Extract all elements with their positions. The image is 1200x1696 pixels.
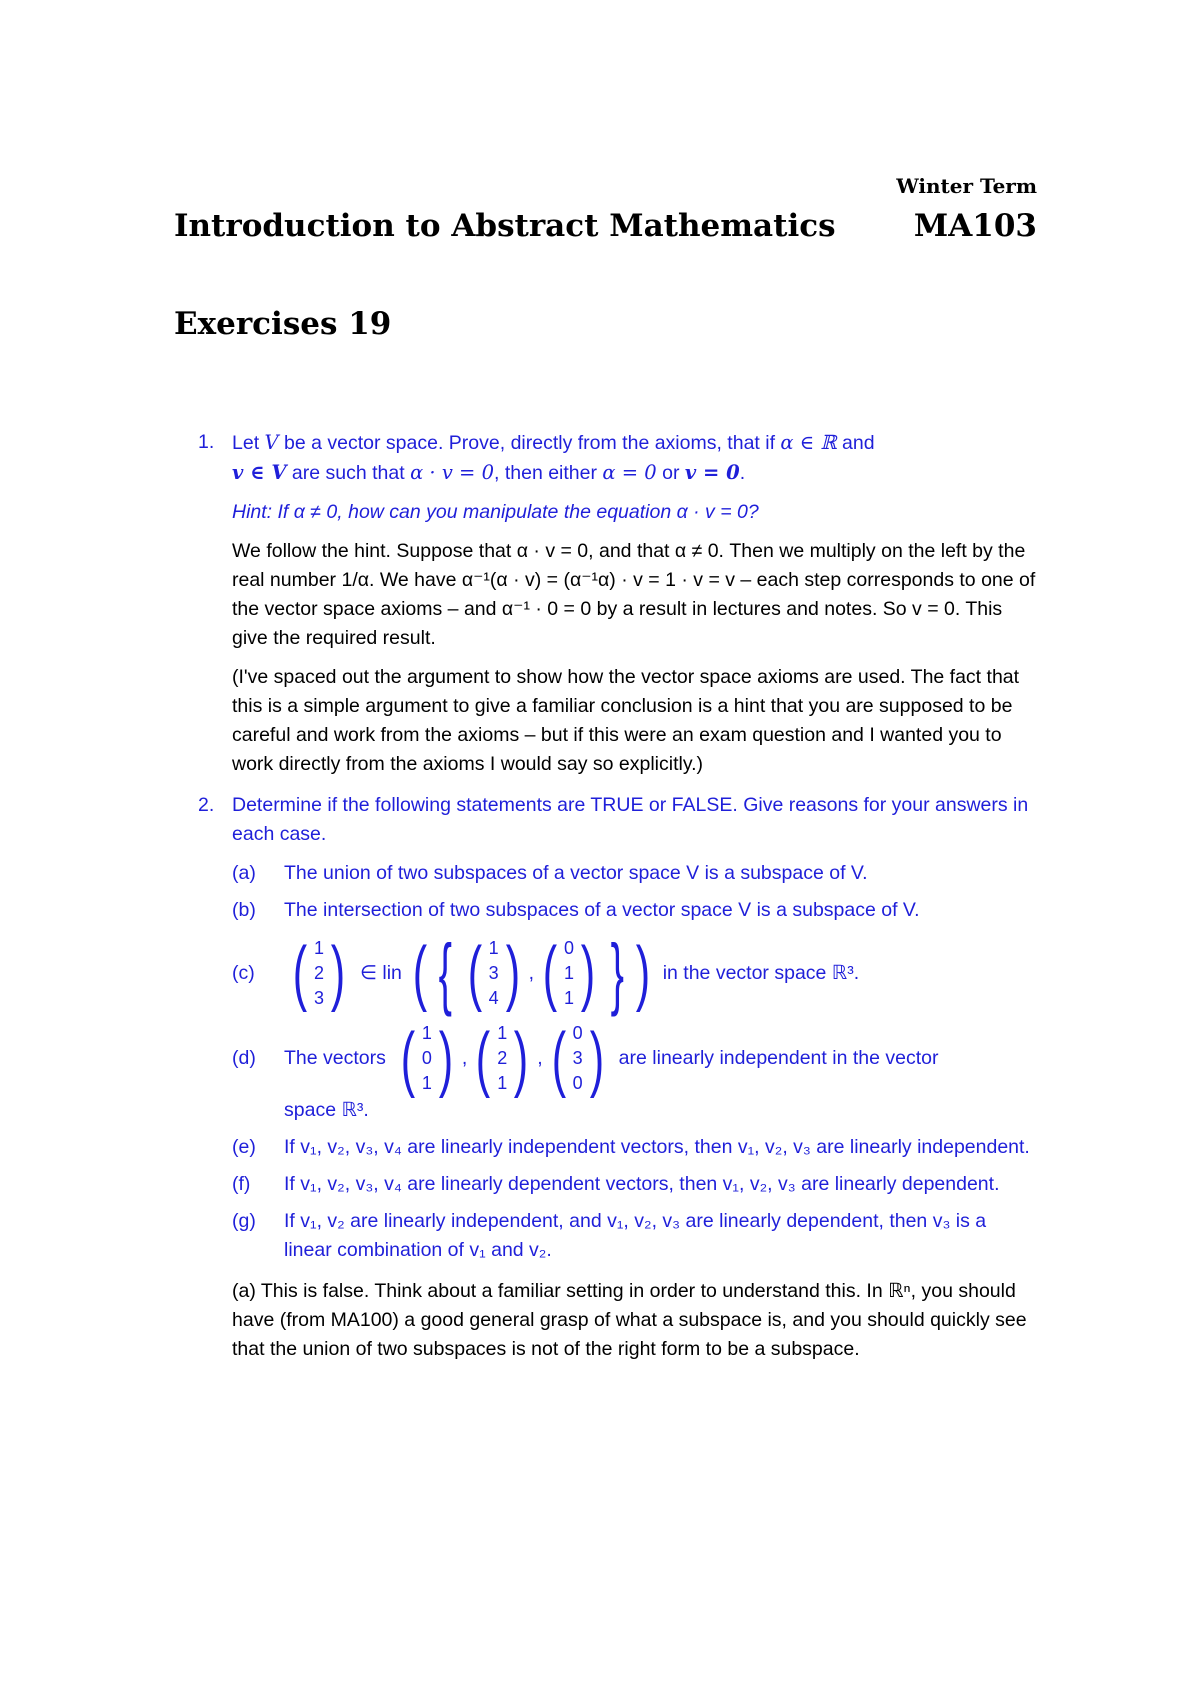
vector-entry: 3	[488, 962, 499, 983]
right-paren: )	[635, 933, 650, 1013]
comma: ,	[537, 1047, 543, 1069]
text-fragment: be a vector space. Prove, directly from the axioms, that if	[278, 432, 781, 454]
part-label: (f)	[232, 1173, 251, 1195]
question-2-intro: Determine if the following statements are TRUE or FALSE. Give reasons for your answers in each case.	[232, 794, 1029, 845]
part-e	[232, 1133, 1037, 1162]
part-b	[232, 896, 1037, 925]
math-V: V	[264, 431, 279, 454]
text-fragment: Let	[232, 432, 265, 454]
vector-entry: 3	[572, 1048, 583, 1068]
course-title: Introduction to Abstract Mathematics	[174, 208, 836, 244]
question-2-answer-a: (a) This is false. Think about a familiar setting in order to understand this. In ℝⁿ, you should have (from MA100) a good general grasp of what a subspace is, and you should quickly see that the union of two subspaces is not of the right form to be a subspace.	[232, 1280, 1027, 1360]
vector-entry: 1	[497, 1073, 508, 1093]
question-number: 1.	[198, 431, 215, 453]
vector-entries	[562, 936, 576, 1011]
vector-entry: 0	[421, 1048, 432, 1068]
column-vector	[547, 1018, 609, 1099]
part-text: in the vector space ℝ³.	[662, 961, 860, 984]
part-label: (c)	[232, 961, 255, 984]
question-1-answer: We follow the hint. Suppose that α · v = 0, and that α ≠ 0. Then we multiply on the left by the real number 1/α. We have α⁻¹(α · v) = (α⁻¹α) · v = 1 · v = v – each step corresponds to one of the vector space axioms – and α⁻¹ · 0 = 0 by a result in lectures and notes. So v = 0. This give the required result.	[232, 540, 1036, 649]
vector-entry: 1	[421, 1023, 432, 1043]
part-f	[232, 1170, 1037, 1199]
part-label: (g)	[232, 1210, 256, 1232]
right-paren: )	[330, 933, 346, 1013]
column-vector	[463, 933, 525, 1013]
sheet-title: Exercises 19	[174, 306, 392, 342]
part-label: (a)	[232, 862, 256, 884]
part-a	[232, 859, 1037, 888]
part-text: If v₁, v₂ are linearly independent, and v₁, v₂, v₃ are linearly dependent, then v₃ is a linear combination of v₁ and v₂.	[284, 1210, 987, 1261]
text-fragment: , then either	[494, 462, 603, 484]
part-text: space ℝ³.	[284, 1099, 369, 1121]
vector-entry: 3	[313, 987, 324, 1008]
left-paren: (	[412, 933, 428, 1013]
column-vector	[396, 1018, 458, 1099]
vector-entry: 0	[572, 1023, 583, 1043]
text-fragment: and	[836, 432, 875, 454]
vector-entry: 1	[564, 962, 575, 983]
part-text: are linearly independent in the vector	[618, 1047, 939, 1069]
vector-entry: 2	[313, 962, 324, 983]
left-paren: (	[551, 1018, 566, 1099]
part-text: The intersection of two subspaces of a vector space V is a subspace of V.	[284, 899, 920, 921]
left-paren: (	[542, 933, 558, 1013]
left-paren: (	[476, 1018, 491, 1099]
part-d	[232, 1018, 1037, 1125]
course-code: MA103	[913, 208, 1037, 244]
text-fragment: .	[739, 462, 746, 484]
vector-entry: 1	[313, 937, 324, 958]
part-text: The vectors	[284, 1047, 386, 1069]
part-text: If v₁, v₂, v₃, v₄ are linearly independent vectors, then v₁, v₂, v₃ are linearly independent.	[284, 1136, 1030, 1158]
column-vector	[288, 933, 350, 1013]
text-fragment: or	[656, 462, 685, 484]
part-label: (b)	[232, 899, 256, 921]
math-equation: α = 0	[602, 461, 657, 484]
left-paren: (	[292, 933, 308, 1013]
comma: ,	[461, 1047, 468, 1069]
part-c	[232, 928, 1037, 1017]
vector-entry: 0	[564, 937, 575, 958]
part-text: If v₁, v₂, v₃, v₄ are linearly dependent vectors, then v₁, v₂, v₃ are linearly dependent.	[284, 1173, 1000, 1195]
question-1-remark: (I've spaced out the argument to show how the vector space axioms are used. The fact that this is a simple argument to give a familiar conclusion is a hint that you are supposed to be careful and work from the axioms – but if this were an exam question and I wanted you to work directly from the axioms I would say so explicitly.)	[232, 666, 1020, 775]
part-label: (e)	[232, 1136, 256, 1158]
part-text: The union of two subspaces of a vector space V is a subspace of V.	[284, 862, 868, 884]
vector-entry: 4	[488, 987, 499, 1008]
vector-entry: 1	[421, 1073, 432, 1093]
question-2	[174, 791, 1037, 1364]
math-condition: α ∈ ℝ	[780, 431, 837, 454]
text-fragment: are such that	[286, 462, 411, 484]
exercise-body	[174, 428, 1037, 1376]
right-paren: )	[514, 1018, 529, 1099]
math-equation: v = 0	[684, 461, 740, 484]
column-vector	[538, 933, 600, 1013]
question-1-statement	[232, 428, 1037, 488]
left-paren: (	[467, 933, 482, 1013]
vector-entry: 1	[497, 1023, 508, 1043]
vector-entries	[571, 1021, 585, 1096]
part-c-row	[232, 928, 1037, 1017]
column-vector	[471, 1018, 533, 1099]
vector-entries	[487, 936, 501, 1011]
question-2-parts	[232, 859, 1037, 1265]
math-equation: α · v = 0	[410, 461, 494, 484]
vector-entry: 0	[572, 1073, 583, 1093]
question-number: 2.	[198, 794, 215, 816]
question-1	[174, 428, 1037, 779]
term-label: Winter Term	[896, 174, 1037, 198]
left-brace: {	[438, 928, 452, 1017]
part-d-row	[232, 1018, 1037, 1099]
part-g	[232, 1207, 1037, 1265]
vector-entry: 1	[564, 987, 575, 1008]
question-1-hint: Hint: If α ≠ 0, how can you manipulate the equation α · v = 0?	[232, 501, 759, 523]
comma: ,	[528, 961, 535, 984]
math-condition: v ∈ V	[232, 461, 287, 484]
vector-entry: 1	[488, 937, 499, 958]
vector-entries	[495, 1021, 509, 1096]
vector-entry: 2	[497, 1048, 508, 1068]
right-paren: )	[589, 1018, 604, 1099]
vector-entries	[420, 1021, 434, 1096]
vector-entries	[312, 936, 326, 1011]
right-paren: )	[505, 933, 520, 1013]
part-label: (d)	[232, 1047, 256, 1069]
right-paren: )	[438, 1018, 454, 1099]
in-lin-symbol: ∈ lin	[359, 961, 402, 984]
right-paren: )	[580, 933, 596, 1013]
left-paren: (	[400, 1018, 416, 1099]
right-brace: }	[610, 928, 625, 1017]
